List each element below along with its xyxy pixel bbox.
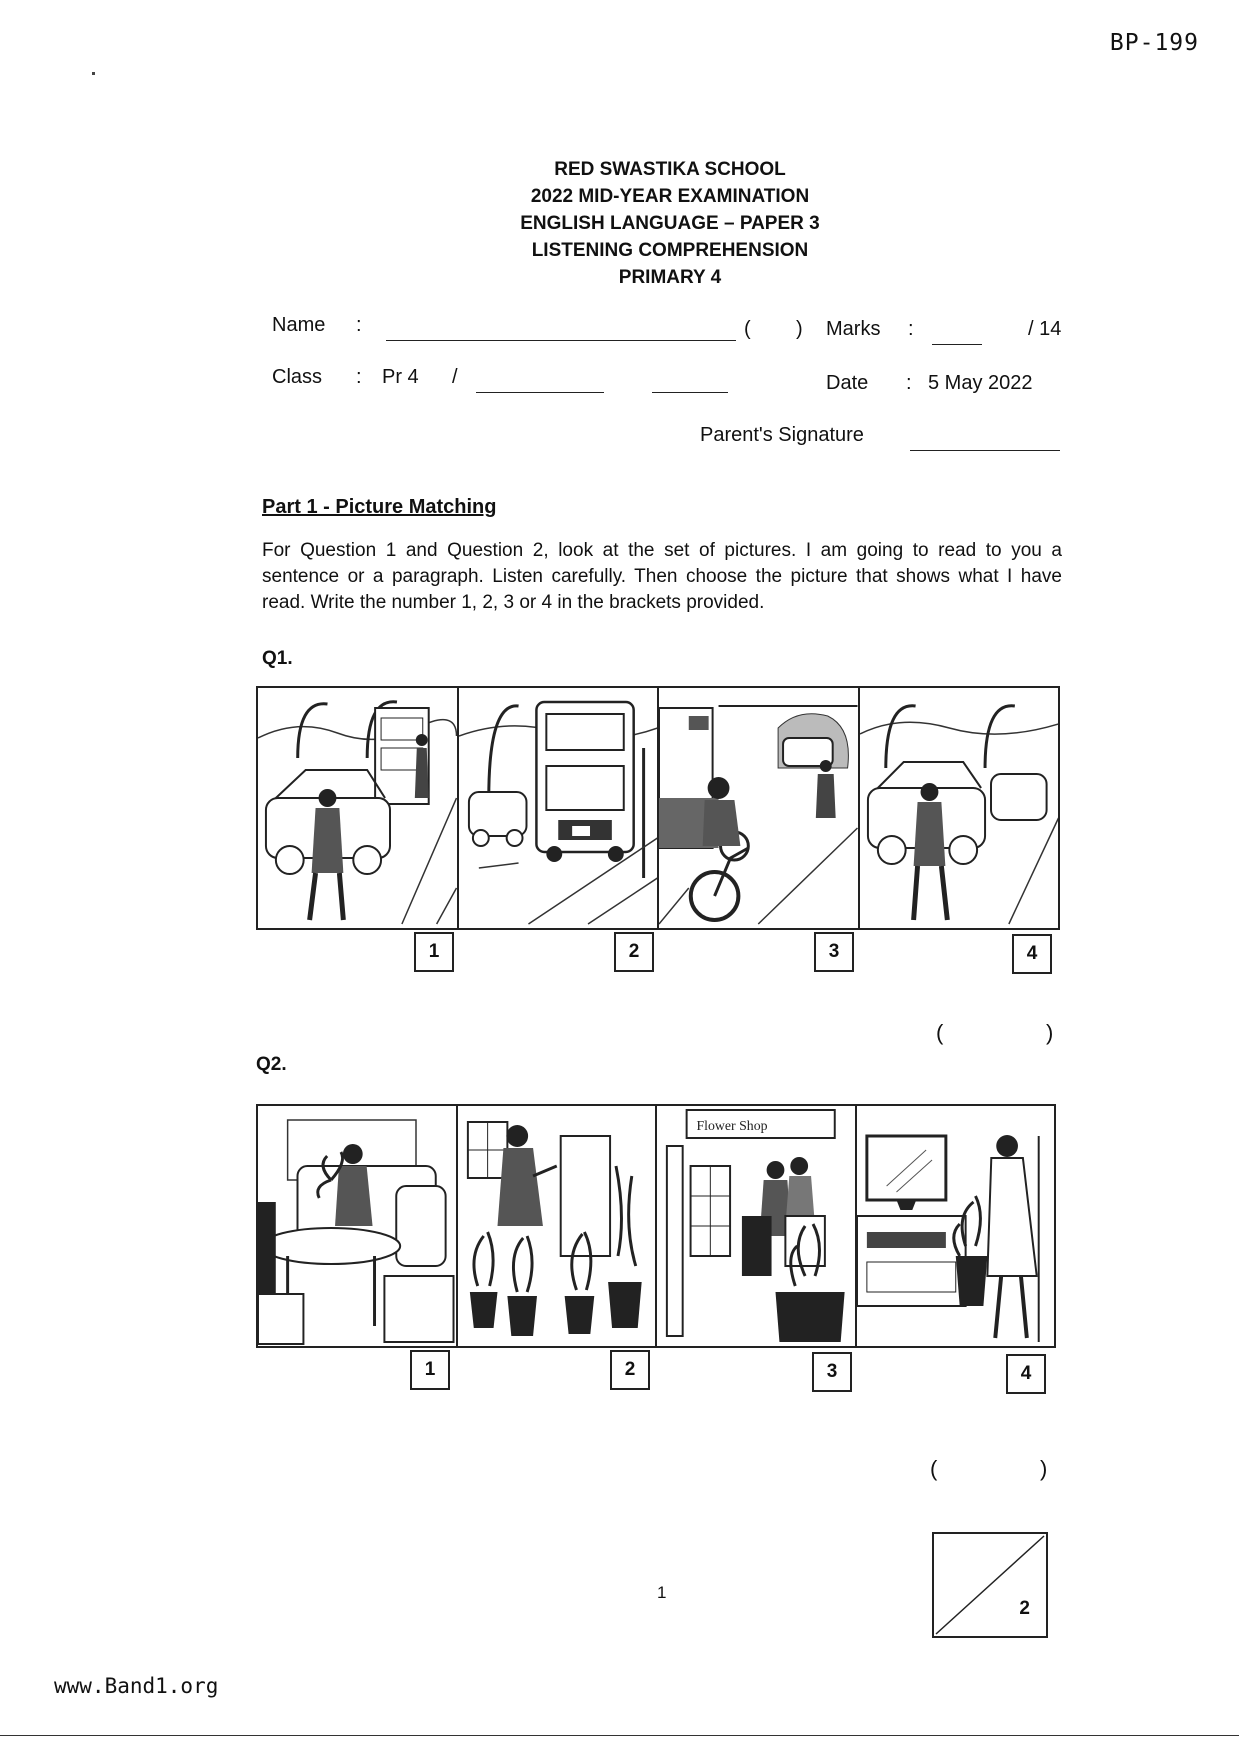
living-room-scene-icon — [258, 1106, 456, 1346]
watering-plants-scene-icon — [458, 1106, 656, 1346]
marks-label: Marks — [826, 318, 881, 340]
document-code: BP-199 — [1109, 30, 1199, 56]
q1-answer-close: ) — [1046, 1020, 1054, 1045]
date-colon: : — [906, 372, 912, 394]
exam-title: 2022 MID-YEAR EXAMINATION — [530, 186, 810, 207]
marks-total: / 14 — [1028, 318, 1062, 340]
class-separator: / — [452, 366, 458, 388]
q2-option-4-label: 4 — [1006, 1354, 1046, 1394]
signature-label: Parent's Signature — [700, 424, 864, 446]
q1-answer-open: ( — [936, 1020, 944, 1045]
q1-panel-3 — [659, 688, 860, 928]
component-title: LISTENING COMPREHENSION — [531, 240, 809, 261]
date-value: 5 May 2022 — [928, 372, 1033, 394]
mark-box-value: 2 — [1019, 1598, 1030, 1619]
mark-box — [932, 1532, 1048, 1638]
q2-option-2-label: 2 — [610, 1350, 650, 1390]
q2-answer-close: ) — [1040, 1456, 1048, 1481]
class-colon: : — [356, 366, 362, 388]
q2-picture-strip — [256, 1104, 1056, 1348]
q1-picture-strip — [256, 686, 1060, 930]
q1-option-3-label: 3 — [814, 932, 854, 972]
diagonal-line-icon — [934, 1534, 1046, 1636]
q2-panel-1 — [258, 1106, 458, 1346]
q1-option-1-label: 1 — [414, 932, 454, 972]
class-prefix: Pr 4 — [382, 366, 419, 388]
class-label: Class — [272, 366, 323, 388]
q2-panel-4 — [857, 1106, 1055, 1346]
page-number: 1 — [657, 1583, 667, 1602]
q2-panel-3 — [657, 1106, 857, 1346]
q1-option-2-label: 2 — [614, 932, 654, 972]
q2-answer-open: ( — [930, 1456, 938, 1481]
q1-panel-2 — [459, 688, 660, 928]
q2-option-3-label: 3 — [812, 1352, 852, 1392]
cyclist-scene-icon — [659, 688, 858, 928]
question-label: Q2. — [256, 1054, 287, 1075]
level-title: PRIMARY 4 — [618, 267, 722, 288]
instructions-text: For Question 1 and Question 2, look at the set of pictures. I am going to read to you a sentence or a paragraph. Listen carefully. Then choose the picture that shows what I have read. Write the number 1, 2, 3 or 4 in the brackets provided. — [262, 540, 1062, 613]
question-label: Q1. — [262, 648, 293, 669]
name-label: Name — [272, 314, 326, 336]
exam-header — [400, 156, 940, 291]
footer-divider — [0, 1735, 1239, 1736]
subject-title: ENGLISH LANGUAGE – PAPER 3 — [520, 213, 820, 234]
car-repair-scene-icon — [860, 688, 1059, 928]
website-footer: www.Band1.org — [54, 1674, 219, 1698]
school-name: RED SWASTIKA SCHOOL — [554, 159, 786, 180]
register-number-field[interactable] — [652, 392, 728, 393]
q1-option-4-label: 4 — [1012, 934, 1052, 974]
flower-shop-scene-icon — [657, 1106, 855, 1346]
part-title: Part 1 - Picture Matching — [262, 496, 497, 518]
tv-plant-scene-icon — [857, 1106, 1055, 1346]
car-repair-scene-icon — [258, 688, 457, 928]
marks-field[interactable] — [932, 344, 982, 345]
marks-colon: : — [908, 318, 914, 340]
q1-panel-4 — [860, 688, 1059, 928]
signature-field[interactable] — [910, 450, 1060, 451]
q1-panel-1 — [258, 688, 459, 928]
register-open-paren: ( — [744, 318, 751, 340]
shop-sign-text: Flower Shop — [696, 1118, 768, 1135]
register-close-paren: ) — [796, 318, 803, 340]
date-label: Date — [826, 372, 869, 394]
q2-answer-field[interactable] — [954, 1456, 1034, 1486]
q2-option-1-label: 1 — [410, 1350, 450, 1390]
q2-panel-2 — [458, 1106, 658, 1346]
scan-mark — [92, 72, 95, 75]
bus-road-scene-icon — [459, 688, 658, 928]
class-field[interactable] — [476, 392, 604, 393]
name-field[interactable] — [386, 340, 736, 341]
name-colon: : — [356, 314, 362, 336]
q1-answer-field[interactable] — [960, 1020, 1040, 1050]
